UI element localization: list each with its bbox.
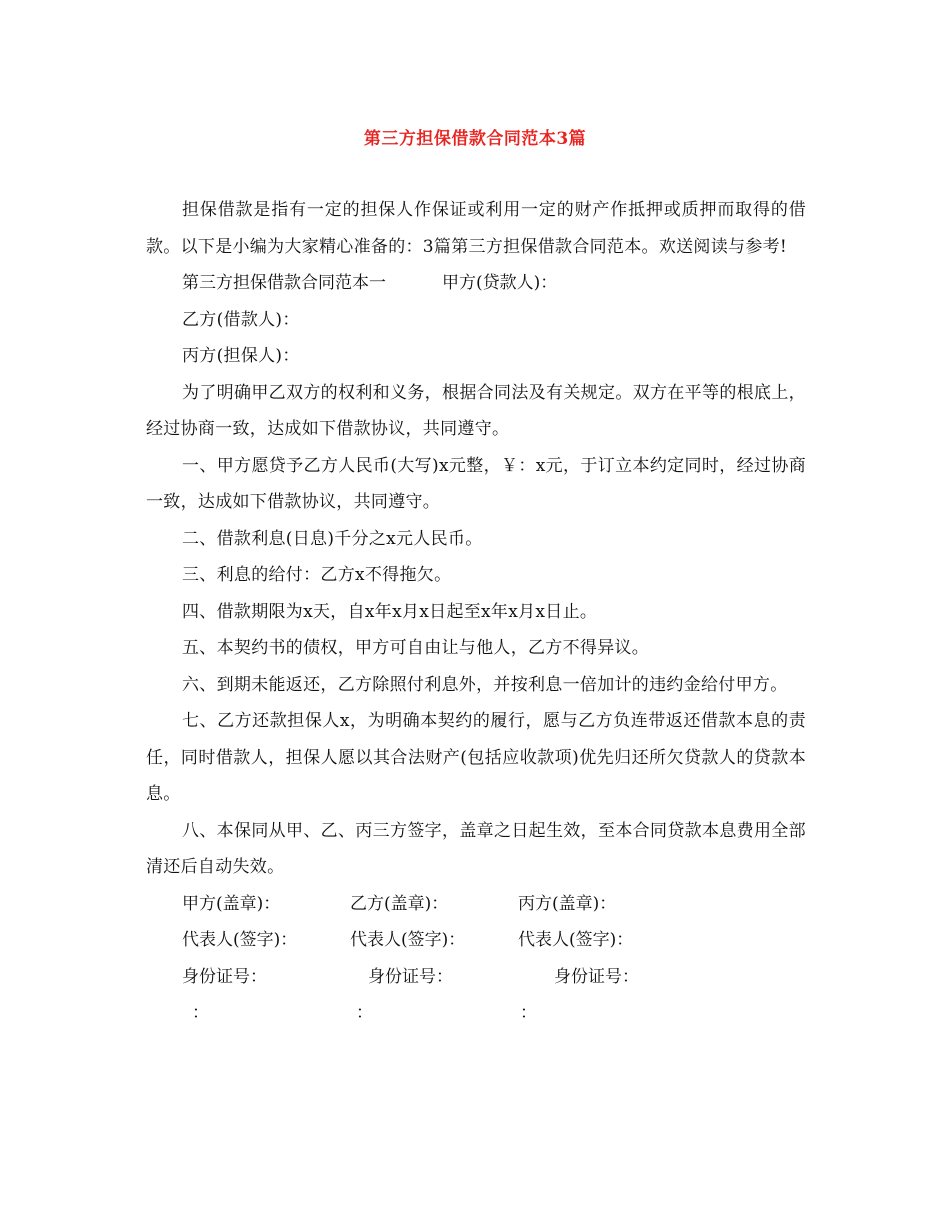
rep-c: 代表人(签字)： — [518, 930, 634, 950]
seal-a: 甲方(盖章)： — [182, 893, 281, 914]
seal-c: 丙方(盖章)： — [518, 893, 617, 914]
id-a: 身份证号： — [182, 966, 267, 987]
clause-7: 七、乙方还款担保人x，为明确本契约的履行，愿与乙方负连带返还借款本息的责任，同时借款人，担保人愿以其合法财产(包括应收款项)优先归还所欠贷款人的贷款本息。 — [146, 711, 806, 804]
colon-a: ： — [192, 1003, 209, 1023]
party-a-line: 甲方(贷款人)： — [442, 273, 558, 293]
clause-3: 三、利息的给付：乙方x不得拖欠。 — [182, 565, 452, 585]
clause-1: 一、甲方愿贷予乙方人民币(大写)x元整，￥：x元，于订立本约定同时，经过协商一致，达成如下借款协议，共同遵守。 — [146, 455, 806, 512]
clause-5: 五、本契约书的债权，甲方可自由让与他人，乙方不得异议。 — [182, 638, 650, 658]
clause-6: 六、到期未能返还，乙方除照付利息外，并按利息一倍加计的违约金给付甲方。 — [182, 674, 788, 695]
rep-a: 代表人(签字)： — [182, 930, 298, 950]
rep-b: 代表人(签字)： — [350, 930, 466, 950]
seal-row — [146, 886, 806, 923]
contract-heading-row — [146, 265, 806, 302]
seal-b: 乙方(盖章)： — [350, 893, 449, 914]
preamble-paragraph: 为了明确甲乙双方的权利和义务，根据合同法及有关规定。双方在平等的根底上，经过协商一致，达成如下借款协议，共同遵守。 — [146, 382, 806, 439]
id-b: 身份证号： — [368, 966, 453, 987]
colon-b: ： — [356, 1003, 373, 1023]
party-b-line: 乙方(借款人)： — [182, 309, 300, 330]
document-body — [146, 192, 806, 1032]
clause-2: 二、借款利息(日息)千分之x元人民币。 — [182, 528, 483, 549]
intro-paragraph: 担保借款是指有一定的担保人作保证或利用一定的财产作抵押或质押而取得的借款。以下是小编为大家精心准备的：3篇第三方担保借款合同范本。欢送阅读与参考! — [146, 200, 806, 257]
colon-row — [146, 995, 806, 1032]
contract-heading: 第三方担保借款合同范本一 — [182, 273, 386, 293]
party-c-line: 丙方(担保人)： — [182, 346, 300, 366]
document-title: 第三方担保借款合同范本3篇 — [363, 129, 587, 149]
representative-row — [146, 922, 806, 959]
clause-8: 八、本保同从甲、乙、丙三方签字，盖章之日起生效，至本合同贷款本息费用全部清还后自动失效。 — [146, 820, 806, 877]
id-c: 身份证号： — [554, 966, 639, 987]
clause-4: 四、借款期限为x天，自x年x月x日起至x年x月x日止。 — [182, 601, 598, 622]
id-number-row — [146, 959, 806, 996]
colon-c: ： — [520, 1003, 537, 1023]
